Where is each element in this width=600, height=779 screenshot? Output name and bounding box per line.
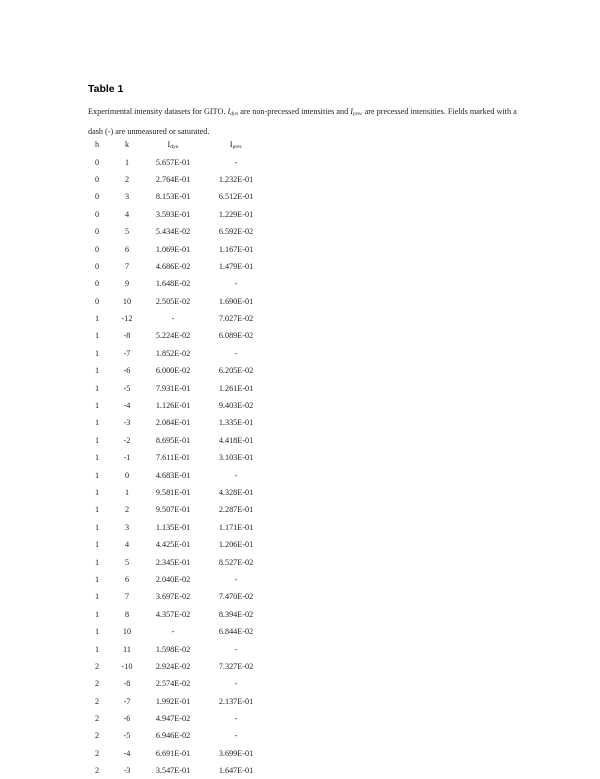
cell-i-prec: 1.206E-01 xyxy=(218,540,254,550)
cell-i-prec: 1.167E-01 xyxy=(218,244,254,254)
cell-i-dyn: 7.611E-01 xyxy=(155,453,191,463)
cell-i-dyn: 2.574E-02 xyxy=(155,679,191,689)
cell-h: 1 xyxy=(94,644,100,654)
header-i-dyn: $I_{dyn}$ xyxy=(167,139,179,150)
cell-i-prec: 1.171E-01 xyxy=(218,522,254,532)
cell-i-dyn: 7.931E-01 xyxy=(155,383,191,393)
table-row xyxy=(88,153,274,170)
cell-i-dyn: 2.764E-01 xyxy=(155,174,191,184)
cell-i-dyn: 3.547E-01 xyxy=(155,766,191,776)
table-row xyxy=(88,449,274,466)
cell-k: 5 xyxy=(124,227,130,237)
cell-k: 11 xyxy=(123,644,131,654)
table-row xyxy=(88,606,274,623)
cell-i-dyn: - xyxy=(171,627,175,637)
cell-h: 2 xyxy=(94,679,100,689)
table-caption xyxy=(88,103,518,140)
table-row xyxy=(88,501,274,518)
cell-k: -4 xyxy=(123,748,131,758)
cell-k: 8 xyxy=(124,609,130,619)
cell-k: 3 xyxy=(124,192,130,202)
cell-h: 1 xyxy=(94,592,100,602)
table-body xyxy=(88,153,274,779)
cell-i-prec: 8.394E-02 xyxy=(218,609,254,619)
cell-i-prec: 1.229E-01 xyxy=(218,209,254,219)
table-row xyxy=(88,327,274,344)
cell-h: 1 xyxy=(94,505,100,515)
table-row xyxy=(88,293,274,310)
cell-i-prec: - xyxy=(234,679,238,689)
cell-k: 5 xyxy=(124,557,130,567)
table-row xyxy=(88,623,274,640)
cell-h: 2 xyxy=(94,696,100,706)
cell-i-prec: 1.479E-01 xyxy=(218,261,254,271)
cell-h: 1 xyxy=(94,348,100,358)
cell-i-dyn: 3.593E-01 xyxy=(155,209,191,219)
table-row xyxy=(88,379,274,396)
table-row xyxy=(88,710,274,727)
cell-i-prec: - xyxy=(234,348,238,358)
table-row xyxy=(88,275,274,292)
cell-h: 1 xyxy=(94,557,100,567)
cell-i-prec: 6.512E-01 xyxy=(218,192,254,202)
table-row xyxy=(88,519,274,536)
cell-i-prec: 3.103E-01 xyxy=(218,453,254,463)
cell-h: 1 xyxy=(94,522,100,532)
cell-i-prec: - xyxy=(234,470,238,480)
cell-i-dyn: - xyxy=(171,314,175,324)
cell-h: 0 xyxy=(94,209,100,219)
table-row xyxy=(88,675,274,692)
cell-k: -8 xyxy=(123,679,131,689)
cell-k: -4 xyxy=(123,401,131,411)
cell-i-prec: - xyxy=(234,157,238,167)
table-row xyxy=(88,553,274,570)
cell-h: 0 xyxy=(94,192,100,202)
cell-k: 7 xyxy=(124,592,130,602)
cell-i-dyn: 2.040E-02 xyxy=(155,574,191,584)
caption-symbol-prec: $I_{prec}$ xyxy=(350,107,363,117)
cell-i-prec: 2.287E-01 xyxy=(218,505,254,515)
caption-symbol-dyn: $I_{dyn}$ xyxy=(227,107,239,117)
cell-i-prec: 6.844E-02 xyxy=(218,627,254,637)
header-i-prec: $I_{prec}$ xyxy=(229,139,243,150)
cell-h: 1 xyxy=(94,314,100,324)
cell-i-prec: 1.335E-01 xyxy=(218,418,254,428)
cell-k: -2 xyxy=(123,435,131,445)
cell-i-prec: 1.261E-01 xyxy=(218,383,254,393)
cell-k: 10 xyxy=(122,627,132,637)
cell-i-prec: 8.527E-02 xyxy=(218,557,254,567)
header-k: k xyxy=(124,140,130,150)
cell-h: 1 xyxy=(94,540,100,550)
cell-i-dyn: 2.084E-01 xyxy=(155,418,191,428)
table-row xyxy=(88,727,274,744)
table-row xyxy=(88,536,274,553)
cell-i-prec: 1.232E-01 xyxy=(218,174,254,184)
cell-k: -8 xyxy=(123,331,131,341)
cell-k: 7 xyxy=(124,261,130,271)
cell-i-prec: 3.699E-01 xyxy=(218,748,254,758)
cell-h: 1 xyxy=(94,470,100,480)
cell-i-dyn: 2.924E-02 xyxy=(155,661,191,671)
cell-i-dyn: 6.000E-02 xyxy=(155,366,191,376)
cell-i-prec: 6.205E-02 xyxy=(218,366,254,376)
cell-i-prec: - xyxy=(234,731,238,741)
cell-i-dyn: 1.135E-01 xyxy=(155,522,191,532)
cell-i-dyn: 1.648E-02 xyxy=(155,279,191,289)
cell-h: 1 xyxy=(94,488,100,497)
cell-i-prec: - xyxy=(234,714,238,724)
cell-k: 1 xyxy=(124,488,130,497)
cell-h: 2 xyxy=(94,766,100,776)
cell-k: 4 xyxy=(124,540,130,550)
table-row xyxy=(88,432,274,449)
cell-h: 0 xyxy=(94,174,100,184)
cell-i-prec: 7.327E-02 xyxy=(218,661,254,671)
cell-i-dyn: 4.947E-02 xyxy=(155,714,191,724)
cell-h: 1 xyxy=(94,401,100,411)
cell-h: 1 xyxy=(94,609,100,619)
cell-i-prec: 2.137E-01 xyxy=(218,696,254,706)
header-h: h xyxy=(94,140,100,150)
cell-k: 10 xyxy=(122,296,132,306)
cell-i-prec: 9.403E-02 xyxy=(218,401,254,411)
table-row xyxy=(88,171,274,188)
cell-i-dyn: 1.852E-02 xyxy=(155,348,191,358)
cell-h: 1 xyxy=(94,435,100,445)
table-row xyxy=(88,640,274,657)
cell-i-dyn: 1.069E-01 xyxy=(155,244,191,254)
cell-i-dyn: 1.598E-02 xyxy=(155,644,191,654)
table-row xyxy=(88,588,274,605)
cell-i-dyn: 1.992E-01 xyxy=(155,696,191,706)
cell-k: 2 xyxy=(124,174,130,184)
cell-h: 0 xyxy=(94,296,100,306)
cell-i-dyn: 5.224E-02 xyxy=(155,331,191,341)
cell-k: 6 xyxy=(124,244,130,254)
cell-i-prec: 1.690E-01 xyxy=(218,296,254,306)
cell-h: 2 xyxy=(94,748,100,758)
table-row xyxy=(88,745,274,762)
cell-i-dyn: 8.695E-01 xyxy=(155,435,191,445)
cell-i-dyn: 6.946E-02 xyxy=(155,731,191,741)
cell-i-dyn: 5.434E-02 xyxy=(155,227,191,237)
table-row xyxy=(88,693,274,710)
cell-k: -7 xyxy=(123,696,131,706)
table-title: Table 1 xyxy=(88,83,124,95)
cell-i-dyn: 9.507E-01 xyxy=(155,505,191,515)
cell-k: 6 xyxy=(124,574,130,584)
cell-k: -3 xyxy=(123,766,131,776)
cell-h: 2 xyxy=(94,661,100,671)
cell-h: 2 xyxy=(94,714,100,724)
cell-h: 0 xyxy=(94,227,100,237)
cell-i-dyn: 5.657E-01 xyxy=(155,157,191,167)
cell-k: 1 xyxy=(124,157,130,167)
cell-i-dyn: 2.345E-01 xyxy=(155,557,191,567)
table-row xyxy=(88,466,274,483)
table-row xyxy=(88,484,274,501)
cell-i-prec: 7.027E-02 xyxy=(218,314,254,324)
table-row xyxy=(88,571,274,588)
cell-h: 1 xyxy=(94,574,100,584)
cell-i-dyn: 4.425E-01 xyxy=(155,540,191,550)
cell-h: 0 xyxy=(94,244,100,254)
table-row xyxy=(88,188,274,205)
cell-i-dyn: 6.691E-01 xyxy=(155,748,191,758)
cell-i-dyn: 3.697E-02 xyxy=(155,592,191,602)
cell-i-dyn: 2.505E-02 xyxy=(155,296,191,306)
cell-h: 1 xyxy=(94,331,100,341)
cell-i-prec: 6.592E-02 xyxy=(218,227,254,237)
cell-k: -6 xyxy=(123,714,131,724)
table-row xyxy=(88,240,274,257)
intensity-table xyxy=(88,136,274,779)
cell-k: -1 xyxy=(123,453,131,463)
cell-i-dyn: 9.581E-01 xyxy=(155,488,191,497)
table-row xyxy=(88,223,274,240)
cell-k: -6 xyxy=(123,366,131,376)
cell-i-prec: - xyxy=(234,279,238,289)
cell-i-prec: 7.470E-02 xyxy=(218,592,254,602)
table-row xyxy=(88,762,274,779)
cell-h: 1 xyxy=(94,418,100,428)
cell-k: 4 xyxy=(124,209,130,219)
cell-h: 2 xyxy=(94,731,100,741)
cell-k: 2 xyxy=(124,505,130,515)
table-header-row xyxy=(88,136,274,153)
cell-k: -12 xyxy=(121,314,133,324)
table-row xyxy=(88,362,274,379)
table-row xyxy=(88,310,274,327)
cell-h: 0 xyxy=(94,261,100,271)
cell-i-prec: 4.328E-01 xyxy=(218,488,254,497)
cell-k: -10 xyxy=(121,661,133,671)
cell-i-dyn: 4.686E-02 xyxy=(155,261,191,271)
cell-k: 0 xyxy=(124,470,130,480)
cell-h: 1 xyxy=(94,383,100,393)
cell-h: 1 xyxy=(94,366,100,376)
cell-i-dyn: 4.357E-02 xyxy=(155,609,191,619)
cell-k: 3 xyxy=(124,522,130,532)
cell-h: 1 xyxy=(94,453,100,463)
cell-i-dyn: 1.126E-01 xyxy=(155,401,191,411)
cell-k: 9 xyxy=(124,279,130,289)
table-row xyxy=(88,345,274,362)
cell-i-dyn: 8.153E-01 xyxy=(155,192,191,202)
cell-k: -5 xyxy=(123,731,131,741)
caption-text-3: are precessed intensities. Fields marked with a dash (-) are unmeasured or saturated. xyxy=(88,107,517,136)
cell-h: 0 xyxy=(94,157,100,167)
table-row xyxy=(88,397,274,414)
cell-i-prec: - xyxy=(234,574,238,584)
table-row xyxy=(88,414,274,431)
cell-i-dyn: 4.683E-01 xyxy=(155,470,191,480)
cell-i-prec: 6.089E-02 xyxy=(218,331,254,341)
cell-k: -3 xyxy=(123,418,131,428)
caption-text-2: are non-precessed intensities and xyxy=(238,107,351,116)
table-row xyxy=(88,658,274,675)
cell-i-prec: 1.647E-01 xyxy=(218,766,254,776)
cell-h: 1 xyxy=(94,627,100,637)
cell-h: 0 xyxy=(94,279,100,289)
caption-text-1: Experimental intensity datasets for GITO. xyxy=(88,107,228,116)
table-row xyxy=(88,206,274,223)
table-row xyxy=(88,258,274,275)
cell-i-prec: - xyxy=(234,644,238,654)
cell-k: -7 xyxy=(123,348,131,358)
cell-i-prec: 4.418E-01 xyxy=(218,435,254,445)
cell-k: -5 xyxy=(123,383,131,393)
